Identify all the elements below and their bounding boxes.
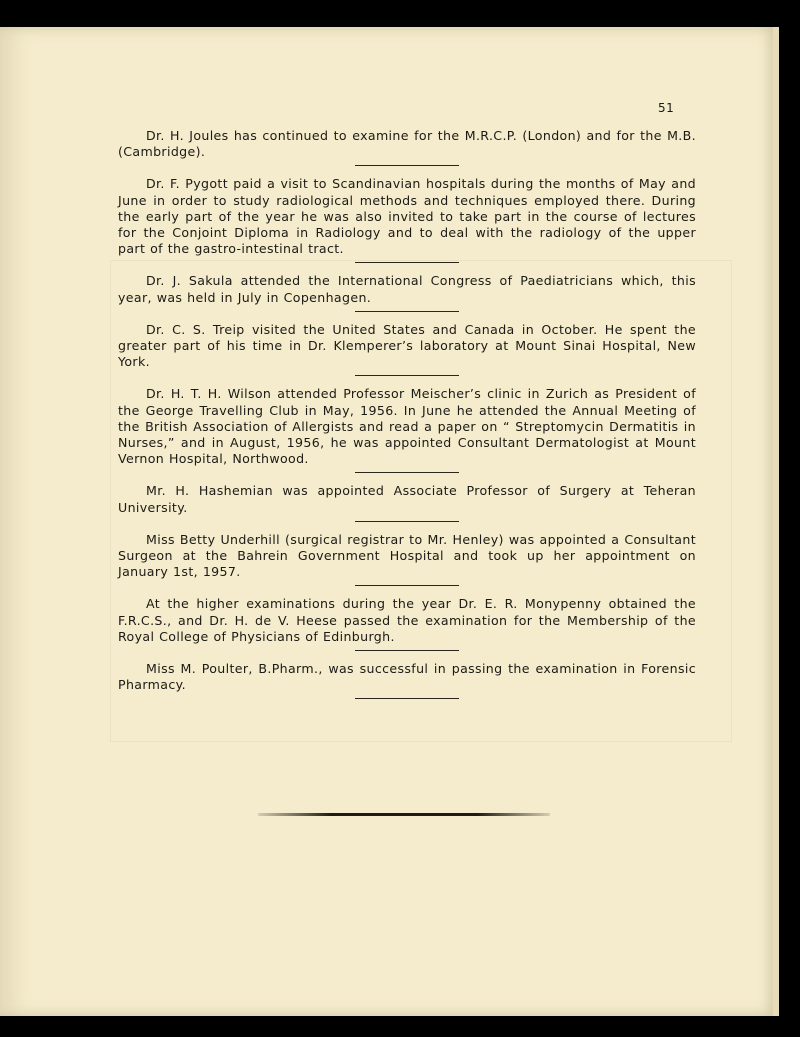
section-divider [355, 375, 459, 376]
paragraph-underhill: Miss Betty Underhill (surgical registrar to Mr. Henley) was appointed a Consultant Surgeon at the Bahrein Government Hospital and took up her appointment on January 1st, 1957. [118, 531, 696, 580]
section-divider [355, 262, 459, 263]
paragraph-treip: Dr. C. S. Treip visited the United States and Canada in October. He spent the greater part of his time in Dr. Klemperer’s laboratory at Mount Sinai Hospital, New York. [118, 321, 696, 370]
end-of-section-rule [258, 813, 550, 816]
section-divider [355, 472, 459, 473]
page-edge [773, 27, 779, 1016]
page-number: 51 [658, 101, 675, 115]
paragraph-hashemian: Mr. H. Hashemian was appointed Associate Professor of Surgery at Teheran University. [118, 483, 696, 515]
section-divider [355, 311, 459, 312]
paragraph-sakula: Dr. J. Sakula attended the International Congress of Paediatricians which, this year, was held in July in Copenhagen. [118, 273, 696, 305]
section-divider [355, 650, 459, 651]
paragraph-joules: Dr. H. Joules has continued to examine for the M.R.C.P. (London) and for the M.B. (Cambridge). [118, 128, 696, 160]
section-divider [355, 698, 459, 699]
document-body [118, 128, 696, 709]
paragraph-monypenny: At the higher examinations during the year Dr. E. R. Monypenny obtained the F.R.C.S., and Dr. H. de V. Heese passed the examination for the Membership of the Royal College of Physicians of Edinburgh. [118, 596, 696, 644]
paragraph-poulter: Miss M. Poulter, B.Pharm., was successful in passing the examination in Forensic Pharmacy. [118, 661, 696, 693]
section-divider [355, 521, 459, 522]
section-divider [355, 585, 459, 586]
section-divider [355, 165, 459, 166]
paragraph-wilson: Dr. H. T. H. Wilson attended Professor Meischer’s clinic in Zurich as President of the George Travelling Club in May, 1956. In June he attended the Annual Meeting of the British Association of Allergists and read a paper on “ Streptomycin Dermatitis in Nurses,” and in August, 1956, he was appointed Consultant Dermatologist at Mount Vernon Hospital, Northwood. [118, 386, 696, 467]
paragraph-pygott: Dr. F. Pygott paid a visit to Scandinavian hospitals during the months of May and June in order to study radiological methods and techniques employed there. During the early part of the year he was also invited to take part in the course of lectures for the Conjoint Diploma in Radiology and to deal with the radiology of the upper part of the gastro-intestinal tract. [118, 176, 696, 257]
